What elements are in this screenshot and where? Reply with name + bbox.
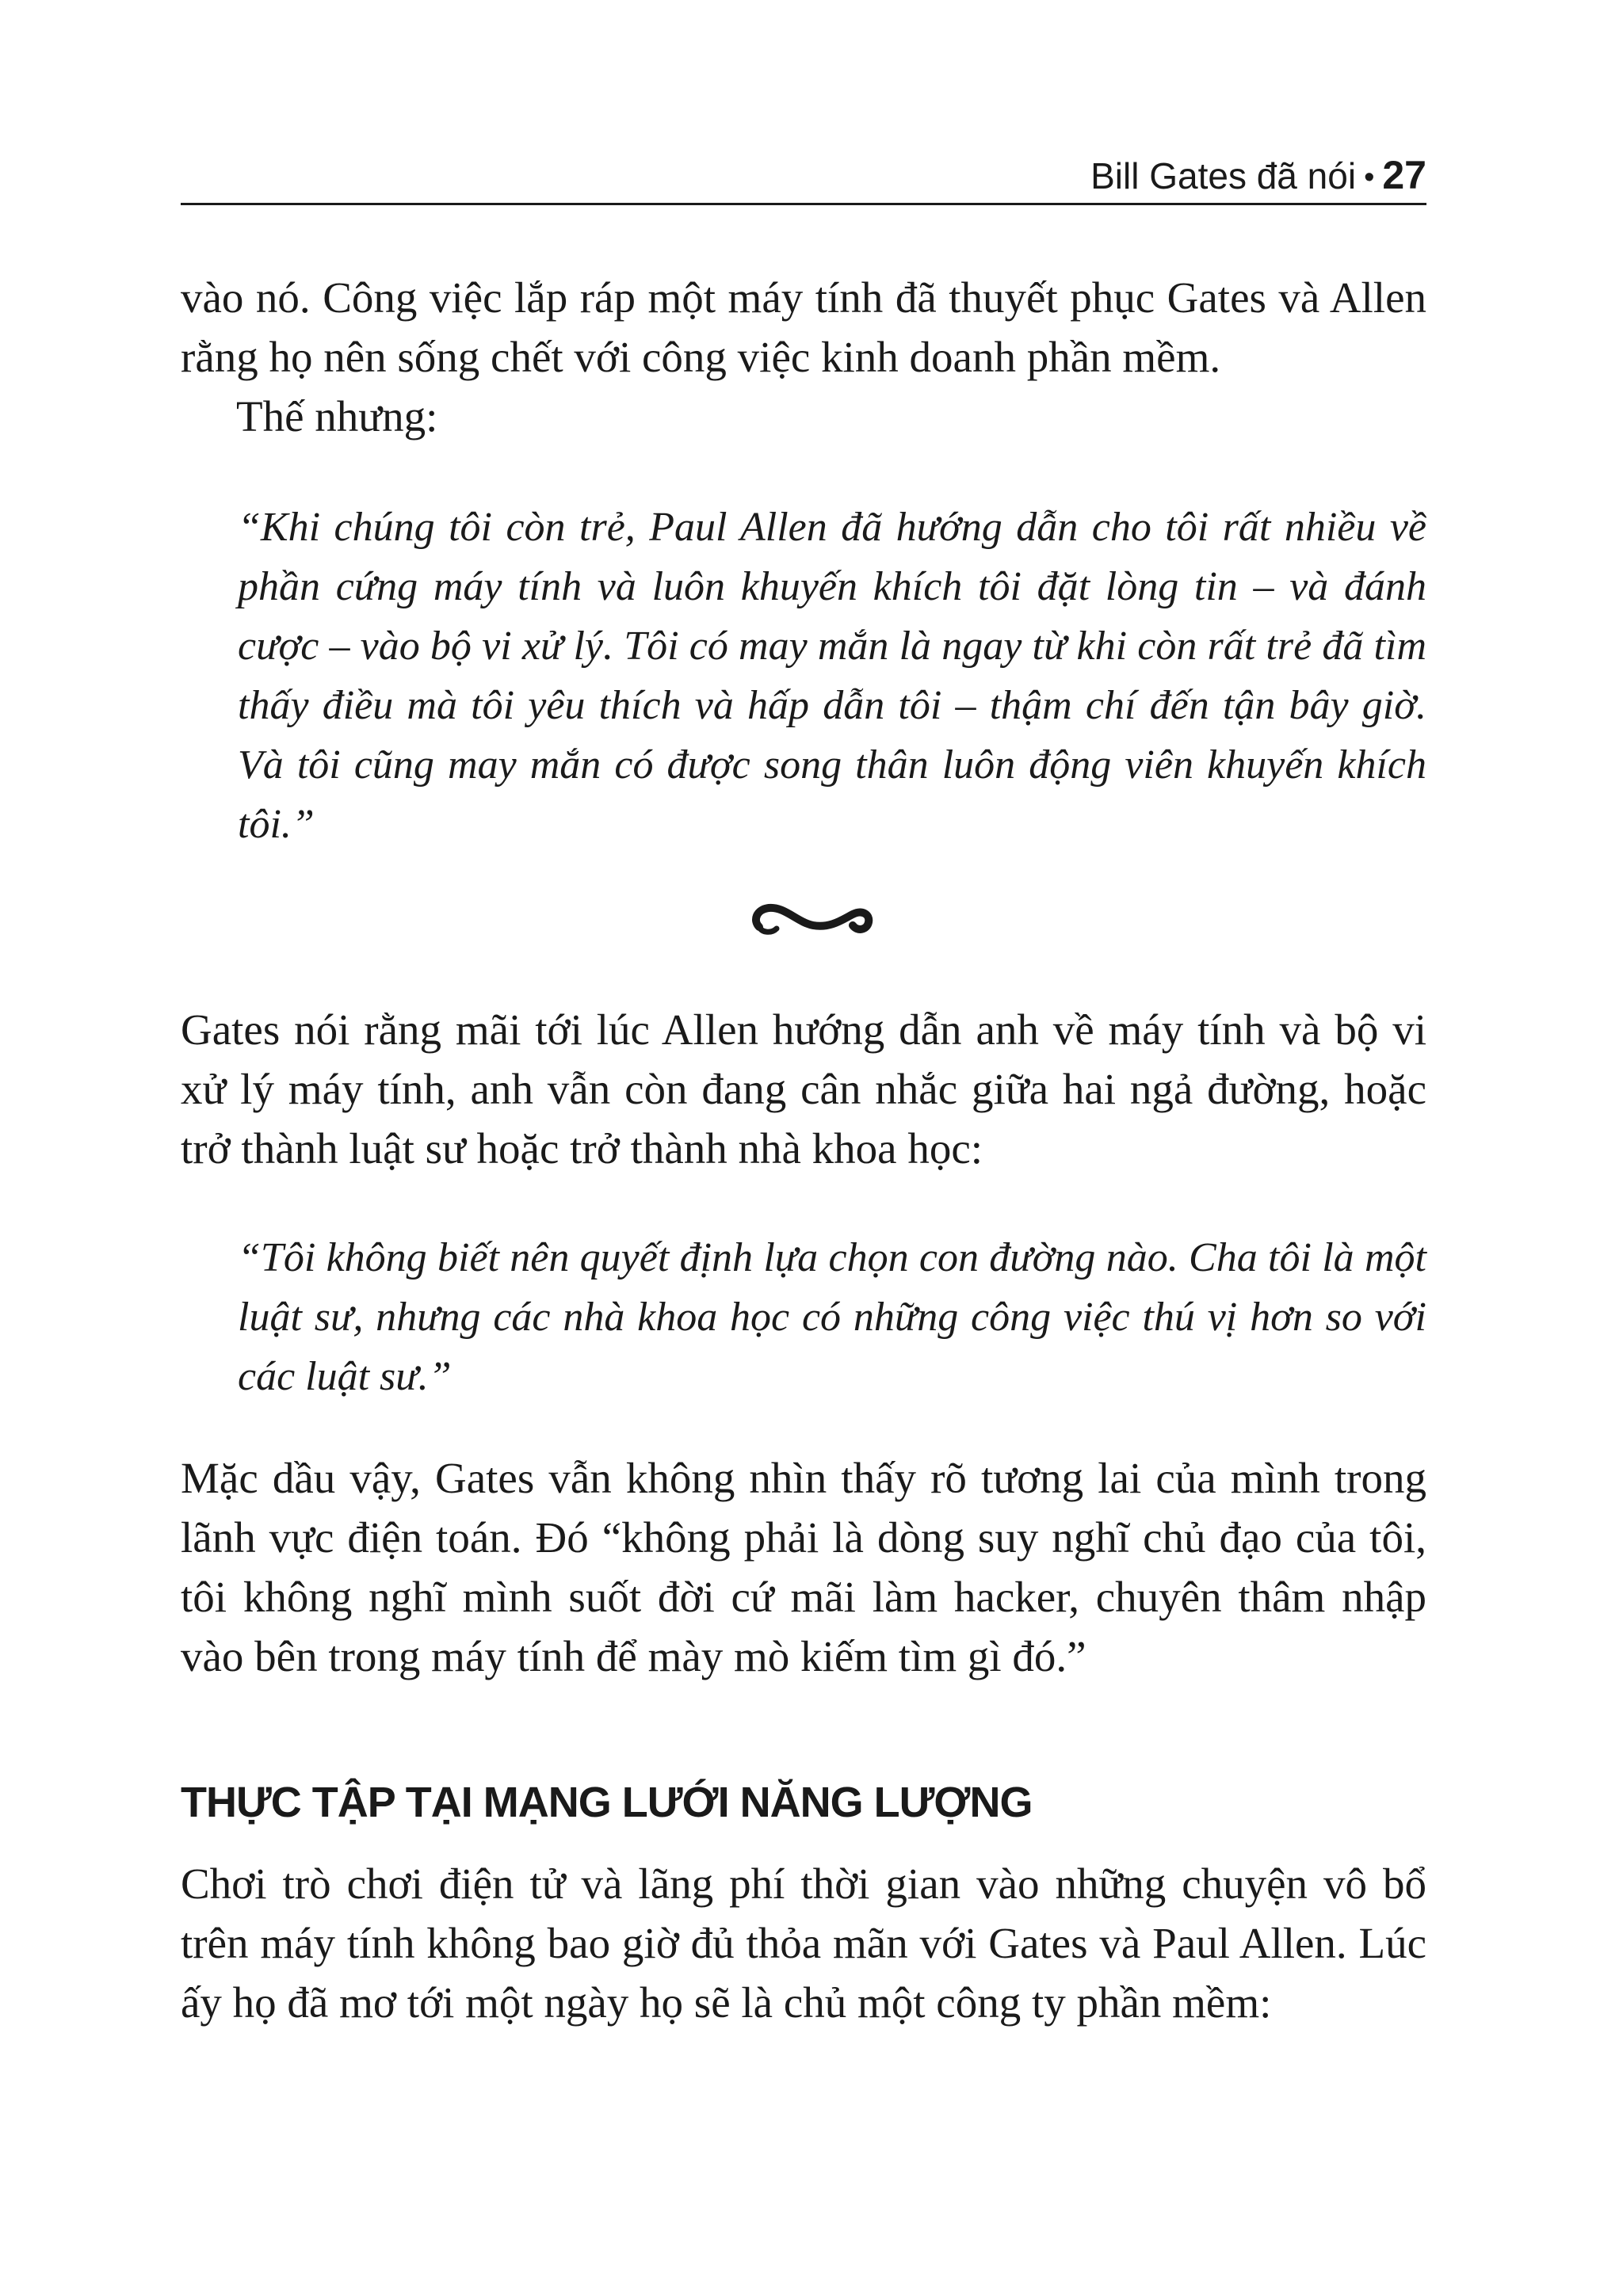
quote-block-career: “Tôi không biết nên quyết định lựa chọn con đường nào. Cha tôi là một luật sư, nhưng các nhà khoa học có những công việc thú vị hơn so với các luật sư.” bbox=[238, 1235, 1426, 1399]
paragraph-transition: Thế nhưng: bbox=[236, 392, 438, 441]
paragraph-lawyer-or-scientist: Gates nói rằng mãi tới lúc Allen hướng dẫn anh về máy tính và bộ vi xử lý máy tính, anh vẫn còn đang cân nhắc giữa hai ngả đường, hoặc trở thành luật sư hoặc trở thành nhà khoa học: bbox=[181, 1005, 1426, 1173]
header-separator: • bbox=[1364, 161, 1375, 194]
running-title: Bill Gates đã nói bbox=[1090, 155, 1357, 196]
running-header bbox=[181, 147, 1426, 205]
paragraph-software-dream: Chơi trò chơi điện tử và lãng phí thời gian vào những chuyện vô bổ trên máy tính không bao giờ đủ thỏa mãn với Gates và Paul Allen. Lúc ấy họ đã mơ tới một ngày họ sẽ là chủ một công ty phần mềm: bbox=[181, 1859, 1426, 2027]
section-heading: THỰC TẬP TẠI MẠNG LƯỚI NĂNG LƯỢNG bbox=[181, 1779, 1033, 1826]
swash-ornament-icon bbox=[748, 886, 875, 949]
paragraph-continuation: vào nó. Công việc lắp ráp một máy tính đã thuyết phục Gates và Allen rằng họ nên sống chết với công việc kinh doanh phần mềm. bbox=[181, 273, 1426, 381]
paragraph-not-mainstream: Mặc dầu vậy, Gates vẫn không nhìn thấy rõ tương lai của mình trong lãnh vực điện toán. Đó “không phải là dòng suy nghĩ chủ đạo của tôi, tôi không nghĩ mình suốt đời cứ mãi làm hacker, chuyên thâm nhập vào bên trong máy tính để mày mò kiếm tìm gì đó.” bbox=[181, 1454, 1426, 1680]
page-number: 27 bbox=[1382, 153, 1426, 197]
quote-block-allen: “Khi chúng tôi còn trẻ, Paul Allen đã hướng dẫn cho tôi rất nhiều về phần cứng máy tính và luôn khuyến khích tôi đặt lòng tin – và đánh cược – vào bộ vi xử lý. Tôi có may mắn là ngay từ khi còn rất trẻ đã tìm thấy điều mà tôi yêu thích và hấp dẫn tôi – thậm chí đến tận bây giờ. Và tôi cũng may mắn có được song thân luôn động viên khuyến khích tôi.” bbox=[238, 505, 1426, 847]
